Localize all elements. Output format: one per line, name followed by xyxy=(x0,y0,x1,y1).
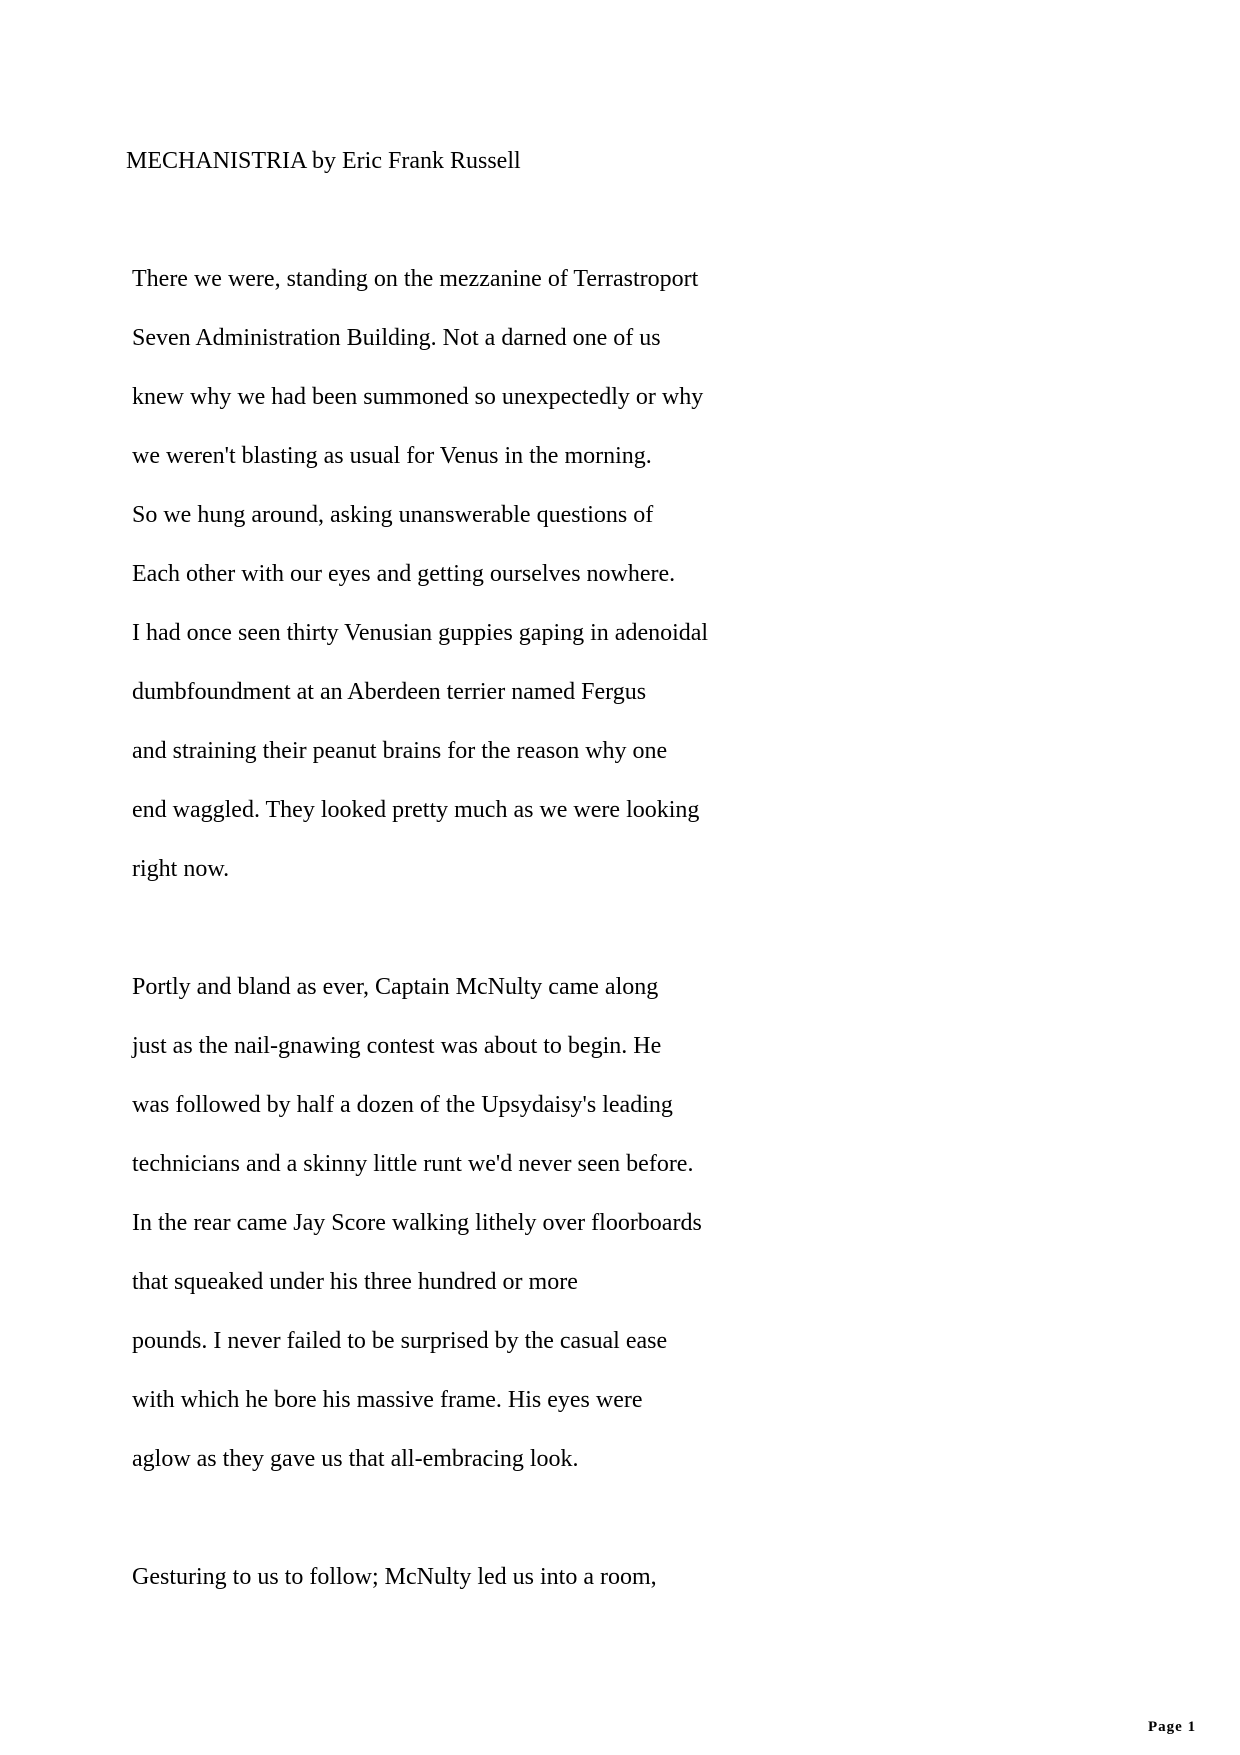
paragraph-1-line-1: There we were, standing on the mezzanine of Terrastroport xyxy=(132,266,699,292)
paragraph-2-line-1: Portly and bland as ever, Captain McNulty came along xyxy=(132,974,659,1000)
paragraph-1-line-2: Seven Administration Building. Not a darned one of us xyxy=(132,325,661,351)
paragraph-2-line-8: with which he bore his massive frame. His eyes were xyxy=(132,1387,643,1413)
paragraph-2-line-5: In the rear came Jay Score walking lithely over floorboards xyxy=(132,1210,702,1236)
page-number: Page 1 xyxy=(1148,1719,1197,1735)
paragraph-1-line-9: and straining their peanut brains for the reason why one xyxy=(132,738,668,764)
paragraph-2-line-2: just as the nail-gnawing contest was about to begin. He xyxy=(132,1033,662,1059)
document-title: MECHANISTRIA by Eric Frank Russell xyxy=(126,148,521,174)
paragraph-1-line-7: I had once seen thirty Venusian guppies gaping in adenoidal xyxy=(132,620,709,646)
paragraph-2-line-6: that squeaked under his three hundred or more xyxy=(132,1269,578,1295)
paragraph-1-line-8: dumbfoundment at an Aberdeen terrier named Fergus xyxy=(132,679,647,705)
paragraph-1-line-3: knew why we had been summoned so unexpectedly or why xyxy=(132,384,704,410)
paragraph-2-line-7: pounds. I never failed to be surprised by the casual ease xyxy=(132,1328,668,1354)
paragraph-2-line-3: was followed by half a dozen of the Upsydaisy's leading xyxy=(132,1092,673,1118)
paragraph-2-line-4: technicians and a skinny little runt we'd never seen before. xyxy=(132,1151,694,1177)
paragraph-1-line-6: Each other with our eyes and getting ourselves nowhere. xyxy=(132,561,676,587)
paragraph-1-line-10: end waggled. They looked pretty much as we were looking xyxy=(132,797,700,823)
paragraph-1-line-11: right now. xyxy=(132,856,230,882)
paragraph-1-line-4: we weren't blasting as usual for Venus in the morning. xyxy=(132,443,652,469)
paragraph-1-line-5: So we hung around, asking unanswerable questions of xyxy=(132,502,654,528)
paragraph-2-line-9: aglow as they gave us that all-embracing look. xyxy=(132,1446,579,1472)
paragraph-3-line-1: Gesturing to us to follow; McNulty led us into a room, xyxy=(132,1564,657,1590)
